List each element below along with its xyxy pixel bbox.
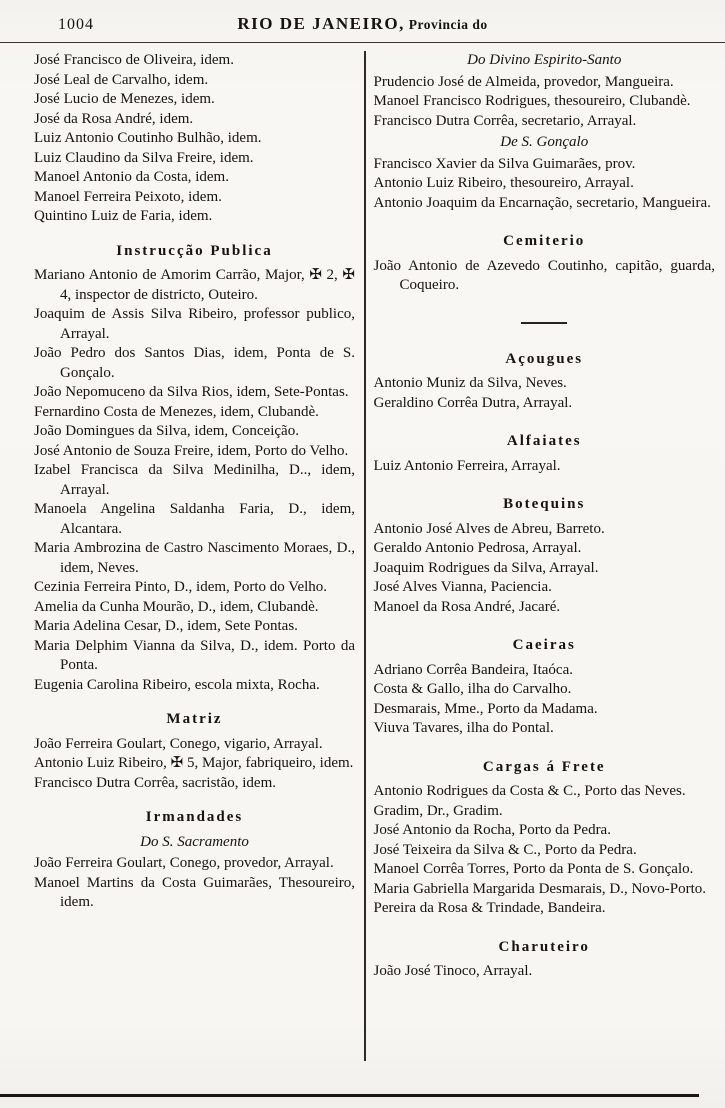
directory-entry: Joaquim Rodrigues da Silva, Arrayal. <box>373 559 599 576</box>
section-subheading: De S. Gonçalo <box>500 134 589 150</box>
directory-entry: Geraldo Antonio Pedrosa, Arrayal. <box>373 540 582 556</box>
directory-entry: Viuva Tavares, ilha do Pontal. <box>373 720 554 736</box>
page-columns <box>0 43 725 1075</box>
section-heading: Caeiras <box>512 637 576 653</box>
section-divider <box>521 322 567 324</box>
section-heading: Cemiterio <box>503 233 586 249</box>
running-title-suffix: Provincia do <box>404 17 488 32</box>
section-heading: Botequins <box>503 496 586 512</box>
directory-entry: Manoel Antonio da Costa, idem. <box>34 169 229 185</box>
directory-entry: Antonio Muniz da Silva, Neves. <box>373 375 567 391</box>
directory-entry: João Pedro dos Santos Dias, idem, Ponta de S. Gonçalo. <box>34 345 355 381</box>
directory-entry: João Domingues da Silva, idem, Conceição. <box>34 423 299 439</box>
directory-entry: Costa & Gallo, ilha do Carvalho. <box>373 681 572 697</box>
directory-entry: Antonio Luiz Ribeiro, ✠ 5, Major, fabriqueiro, idem. <box>34 755 354 771</box>
section-heading: Irmandades <box>145 809 244 825</box>
directory-entry: José da Rosa André, idem. <box>34 110 194 127</box>
directory-entry: Antonio Rodrigues da Costa & C., Porto das Neves. <box>373 783 686 799</box>
directory-entry: Manoel Ferreira Peixoto, idem. <box>34 188 222 205</box>
section-heading: Charuteiro <box>498 938 590 955</box>
directory-entry: João Ferreira Goulart, Conego, provedor, Arrayal. <box>34 855 334 871</box>
directory-entry: Antonio Joaquim da Encarnação, secretario, Mangueira. <box>373 194 711 211</box>
directory-entry: Adriano Corrêa Bandeira, Itaóca. <box>373 661 573 678</box>
directory-entry: Manoel Francisco Rodrigues, thesoureiro, Clubandè. <box>373 93 691 109</box>
section-heading: Matriz <box>166 711 223 727</box>
directory-entry: Manoela Angelina Saldanha Faria, D., idem, Alcantara. <box>34 501 355 537</box>
section-heading: Cargas á Frete <box>482 758 606 775</box>
directory-entry: Manoel Corrêa Torres, Porto da Ponta de S. Gonçalo. <box>373 861 694 877</box>
directory-entry: Izabel Francisca da Silva Medinilha, D.., idem, Arrayal. <box>34 462 355 498</box>
directory-entry: Maria Adelina Cesar, D., idem, Sete Pontas. <box>34 618 298 634</box>
left-column <box>34 51 364 1075</box>
directory-entry: Maria Ambrozina de Castro Nascimento Moraes, D., idem, Neves. <box>34 540 355 576</box>
section-subheading: Do Divino Espirito-Santo <box>467 52 622 68</box>
directory-entry: Amelia da Cunha Mourão, D., idem, Clubandè. <box>34 598 319 615</box>
running-title-main: RIO DE JANEIRO, <box>237 14 405 33</box>
directory-entry: Luiz Antonio Coutinho Bulhão, idem. <box>34 130 262 146</box>
directory-entry: Luiz Antonio Ferreira, Arrayal. <box>373 457 561 474</box>
directory-entry: Desmarais, Mme., Porto da Madama. <box>373 700 598 717</box>
directory-entry: José Antonio da Rocha, Porto da Pedra. <box>373 822 611 838</box>
directory-entry: José Francisco de Oliveira, idem. <box>34 52 234 68</box>
directory-entry: Mariano Antonio de Amorim Carrão, Major, ✠ 2, ✠ 4, inspector de districto, Outeiro. <box>34 267 355 303</box>
directory-entry: Gradim, Dr., Gradim. <box>373 802 503 819</box>
directory-entry: Maria Gabriella Margarida Desmarais, D., Novo-Porto. <box>373 880 707 897</box>
directory-entry: João Ferreira Goulart, Conego, vigario, Arrayal. <box>34 735 323 752</box>
directory-entry: Luiz Claudino da Silva Freire, idem. <box>34 149 254 166</box>
directory-entry: João José Tinoco, Arrayal. <box>373 963 533 979</box>
directory-entry: João Nepomuceno da Silva Rios, idem, Sete-Pontas. <box>34 384 349 400</box>
section-heading: Instrucção Publica <box>116 242 273 259</box>
right-column <box>366 51 716 1075</box>
section-heading: Açougues <box>505 350 584 367</box>
section-heading: Alfaiates <box>506 433 582 449</box>
directory-entry: Geraldino Corrêa Dutra, Arrayal. <box>373 394 573 411</box>
directory-entry: Antonio Luiz Ribeiro, thesoureiro, Arrayal. <box>373 175 634 191</box>
directory-entry: Francisco Xavier da Silva Guimarães, prov. <box>373 155 636 172</box>
directory-entry: Joaquim de Assis Silva Ribeiro, professor publico, Arrayal. <box>34 306 355 342</box>
directory-entry: Antonio José Alves de Abreu, Barreto. <box>373 520 605 537</box>
directory-entry: José Antonio de Souza Freire, idem, Porto do Velho. <box>34 442 349 459</box>
bottom-rule <box>0 1094 699 1097</box>
directory-entry: Manoel Martins da Costa Guimarães, Thesoureiro, idem. <box>34 874 355 910</box>
directory-entry: Quintino Luiz de Faria, idem. <box>34 208 213 224</box>
directory-entry: Manoel da Rosa André, Jacaré. <box>373 598 561 615</box>
directory-entry: José Lucio de Menezes, idem. <box>34 91 215 107</box>
page-header <box>0 0 725 40</box>
directory-entry: Prudencio José de Almeida, provedor, Mangueira. <box>373 73 674 90</box>
page-number: 1004 <box>58 16 94 33</box>
directory-entry: Francisco Dutra Corrêa, secretario, Arrayal. <box>373 112 637 129</box>
directory-entry: Pereira da Rosa & Trindade, Bandeira. <box>373 900 606 916</box>
directory-entry: Eugenia Carolina Ribeiro, escola mixta, Rocha. <box>34 676 320 693</box>
directory-entry: José Alves Vianna, Paciencia. <box>373 579 552 595</box>
directory-entry: Maria Delphim Vianna da Silva, D., idem. Porto da Ponta. <box>34 637 355 673</box>
directory-entry: Cezinia Ferreira Pinto, D., idem, Porto do Velho. <box>34 579 328 595</box>
running-title <box>0 14 725 34</box>
directory-entry: José Teixeira da Silva & C., Porto da Pedra. <box>373 841 637 858</box>
directory-entry: José Leal de Carvalho, idem. <box>34 71 209 88</box>
directory-entry: João Antonio de Azevedo Coutinho, capitão, guarda, Coqueiro. <box>373 257 715 293</box>
directory-entry: Fernardino Costa de Menezes, idem, Clubandè. <box>34 403 319 420</box>
directory-entry: Francisco Dutra Corrêa, sacristão, idem. <box>34 774 276 791</box>
section-subheading: Do S. Sacramento <box>140 833 249 850</box>
